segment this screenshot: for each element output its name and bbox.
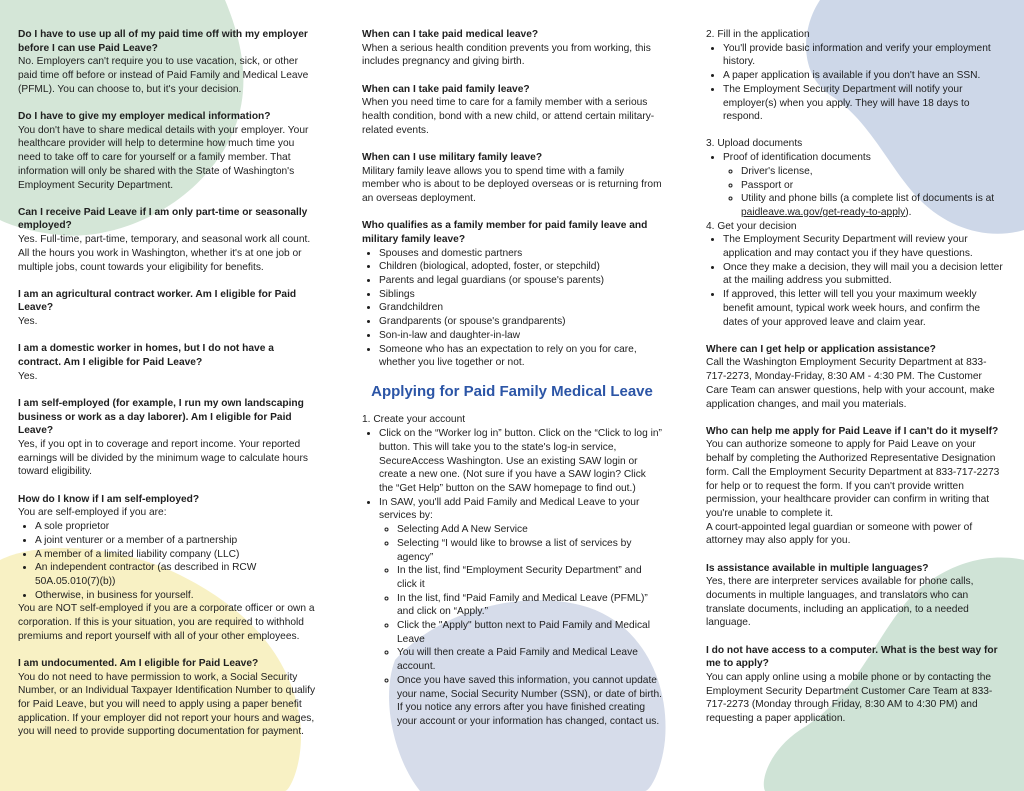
question: Who can help me apply for Paid Leave if I can't do it myself?	[706, 425, 999, 437]
step-1-sublist	[379, 523, 662, 729]
applying-title: Applying for Paid Family Medical Leave	[371, 383, 653, 401]
step-1-list	[362, 427, 662, 728]
list-item: ◦ In the list, find “Paid Family and Medical Leave (PFML)” and click on “Apply.”	[397, 592, 662, 619]
column-middle	[362, 28, 662, 729]
faq-section	[18, 342, 318, 383]
faq-section	[362, 151, 662, 206]
answer: When a serious health condition prevents you from working, this includes pregnancy and giving birth.	[362, 42, 651, 68]
list-item: • A sole proprietor	[35, 520, 318, 534]
faq-section	[706, 343, 1006, 412]
list-item: ◦ Passport or	[741, 179, 1006, 193]
list-item: ◦ You will then create a Paid Family and Medical Leave account.	[397, 646, 662, 673]
column-right	[706, 28, 1006, 739]
list-item: • Grandchildren	[379, 301, 662, 315]
faq-section	[362, 83, 662, 138]
list-item: • The Employment Security Department will review your application and may contact you if they have questions.	[723, 233, 1006, 260]
faq-section	[18, 397, 318, 479]
answer: Yes. Full-time, part-time, temporary, and seasonal work all count. All the hours you work in Washington, whether it's at one job or multiple jobs, count towards your eligibility for benefits.	[18, 234, 311, 273]
answer: Call the Washington Employment Security Department at 833-717-2273, Monday-Friday, 8:30 AM - 4:30 PM. The Customer Care Team can answer questions, help with your account, make application changes, and mail you materials.	[706, 357, 995, 410]
question: Can I receive Paid Leave if I am only part-time or seasonally employed?	[18, 206, 308, 232]
list-item-text: Utility and phone bills (a complete list of documents is at	[741, 193, 995, 205]
answer: A court-appointed legal guardian or someone with power of attorney may also apply for you.	[706, 521, 973, 547]
answer: You do not need to have permission to work, a Social Security Number, or an Individual Taxpayer Identification Number to qualify for Paid Leave, but you will need to apply using a paper benefit application. If your employer did not report your hours and wages, you will need to provide supporting documentation for payment.	[18, 671, 316, 738]
list-item: • If approved, this letter will tell you your maximum weekly benefit amount, typical work week hours, and confirm the dates of your approved leave and claim year.	[723, 288, 1006, 329]
list-item: • Spouses and domestic partners	[379, 247, 662, 261]
list-item-text-end: ).	[905, 206, 912, 218]
question: I do not have access to a computer. What is the best way for me to apply?	[706, 644, 998, 670]
list-item: ◦ Click the "Apply" button next to Paid Family and Medical Leave	[397, 619, 662, 646]
list-item: • Siblings	[379, 288, 662, 302]
question: Where can I get help or application assistance?	[706, 343, 936, 355]
step-2-list	[706, 42, 1006, 124]
faq-section	[18, 110, 318, 192]
question: Who qualifies as a family member for paid family leave and military family leave?	[362, 220, 648, 245]
list-item: ◦ Once you have saved this information, you cannot update your name, Social Security Number (SSN), or date of birth. If you notice any errors after you have finished creating your account or your information has changed, contact us.	[397, 674, 662, 729]
undocumented-section	[18, 657, 318, 739]
step-1-heading: 1. Create your account	[362, 414, 466, 426]
list-item: • The Employment Security Department will notify your employer(s) when you apply. They will have 18 days to respond.	[723, 83, 1006, 124]
list-item	[379, 496, 662, 729]
question: I am an agricultural contract worker. Am I eligible for Paid Leave?	[18, 288, 297, 314]
self-employed-section	[18, 493, 318, 644]
list-item: ◦ Selecting “I would like to browse a list of services by agency”	[397, 537, 662, 564]
list-item: • Son-in-law and daughter-in-law	[379, 329, 662, 343]
list-item: • An independent contractor (as described in RCW 50A.05.010(7)(b))	[35, 561, 318, 588]
step-3-heading: 3. Upload documents	[706, 138, 803, 150]
list-item	[723, 151, 1006, 220]
question: I am self-employed (for example, I run my own landscaping business or work as a day laborer). Am I eligible for Paid Leave?	[18, 397, 304, 437]
question: Do I have to use up all of my paid time off with my employer before I can use Paid Leave?	[18, 29, 308, 54]
list-item: • A member of a limited liability company (LLC)	[35, 548, 318, 562]
answer: Military family leave allows you to spend time with a family member who is about to be deployed overseas or is returning from an overseas deployment.	[362, 165, 662, 205]
faq-section	[706, 562, 1006, 631]
step-4-list	[706, 233, 1006, 329]
list-item	[741, 192, 1006, 219]
step-3-list	[706, 151, 1006, 220]
get-ready-link[interactable]: paidleave.wa.gov/get-ready-to-apply	[741, 206, 906, 218]
list-item: • Once they make a decision, they will mail you a decision letter at the mailing address you submitted.	[723, 261, 1006, 288]
list-item: ◦ In the list, find “Employment Security Department” and click it	[397, 564, 662, 591]
answer: You are NOT self-employed if you are a corporate officer or own a corporation. If this is your situation, you are required to withhold premiums and report yourself with all of your other employees.	[18, 603, 315, 642]
list-item: • A joint venturer or a member of a partnership	[35, 534, 318, 548]
question: When can I take paid medical leave?	[362, 29, 539, 40]
answer: No. Employers can't require you to use vacation, sick, or other paid time off before or instead of Paid Family and Medical Leave (PFML). You can choose to, but it's your decision.	[18, 56, 309, 95]
step-3-sublist	[723, 165, 1006, 220]
question: How do I know if I am self-employed?	[18, 493, 200, 505]
faq-section	[18, 288, 318, 329]
answer: Yes, if you opt in to coverage and report income. Your reported earnings will be divided by the minimum wage to calculate hours toward eligibility.	[18, 439, 308, 478]
answer: You can authorize someone to apply for Paid Leave on your behalf by completing the Authorized Representative Designation form. Call the Employment Security Department at 833-717-2273 for help or to request the form. If you can't provide written permission, your healthcare provider can confirm in writing that you're unable to complete it.	[706, 439, 1000, 519]
column-left	[18, 28, 318, 753]
question: Is assistance available in multiple languages?	[706, 562, 929, 574]
faq-section	[18, 206, 318, 275]
list-item: • Otherwise, in business for yourself.	[35, 589, 318, 603]
question: When can I take paid family leave?	[362, 83, 530, 95]
family-member-list	[362, 247, 662, 370]
answer: Yes.	[18, 316, 38, 328]
list-item-text: In SAW, you'll add Paid Family and Medical Leave to your services by:	[379, 496, 640, 522]
question: When can I use military family leave?	[362, 151, 543, 163]
question: I am undocumented. Am I eligible for Paid Leave?	[18, 657, 259, 669]
answer: Yes.	[18, 370, 38, 382]
answer: When you need time to care for a family member with a serious health condition, bond with a new child, or attend certain military-related events.	[362, 97, 655, 136]
answer: You don't have to share medical details with your employer. Your healthcare provider will help to determine how much time you need to take off to care for yourself or a family member. That information will only be shared with the State of Washington's Employment Security Department.	[18, 124, 309, 191]
list-item: • Someone who has an expectation to rely on you for care, whether you live together or not.	[379, 343, 662, 370]
list-item: ◦ Driver's license,	[741, 165, 1006, 179]
list-item: • Grandparents (or spouse's grandparents)	[379, 315, 662, 329]
faq-section	[706, 425, 1006, 548]
list-item: • Click on the “Worker log in” button. Click on the “Click to log in” button. This will take you to the state's log-in service, SecureAccess Washington. Use an existing SAW login or create a new one. (Not sure if you have a SAW login? Click the “Get Help” button on the SAW homepage to find out.)	[379, 427, 662, 496]
faq-section	[706, 644, 1006, 726]
question: I am a domestic worker in homes, but I do not have a contract. Am I eligible for Paid Leave?	[18, 343, 274, 369]
list-item: ◦ Selecting Add A New Service	[397, 523, 662, 537]
list-item-text: Proof of identification documents	[723, 152, 871, 164]
list-item: • Children (biological, adopted, foster, or stepchild)	[379, 260, 662, 274]
answer: You are self-employed if you are:	[18, 507, 167, 519]
question: Do I have to give my employer medical information?	[18, 111, 271, 123]
faq-section	[362, 28, 662, 69]
answer: You can apply online using a mobile phone or by contacting the Employment Security Department Customer Care Team at 833-717-2273 (Monday through Friday, 8:30 AM to 4:30 PM) and requesting a paper application.	[706, 672, 993, 725]
list-item: • Parents and legal guardians (or spouse's parents)	[379, 274, 662, 288]
list-item: • A paper application is available if you don't have an SSN.	[723, 69, 1006, 83]
step-2-heading: 2. Fill in the application	[706, 29, 810, 40]
list-item: • You'll provide basic information and verify your employment history.	[723, 42, 1006, 69]
answer: Yes, there are interpreter services available for phone calls, documents in multiple languages, and translators who can translate documents, including an application, to a needed language.	[706, 576, 974, 629]
step-4-heading: 4. Get your decision	[706, 220, 797, 232]
faq-section	[18, 28, 318, 97]
family-member-section	[362, 219, 662, 370]
self-employed-list	[18, 520, 318, 602]
